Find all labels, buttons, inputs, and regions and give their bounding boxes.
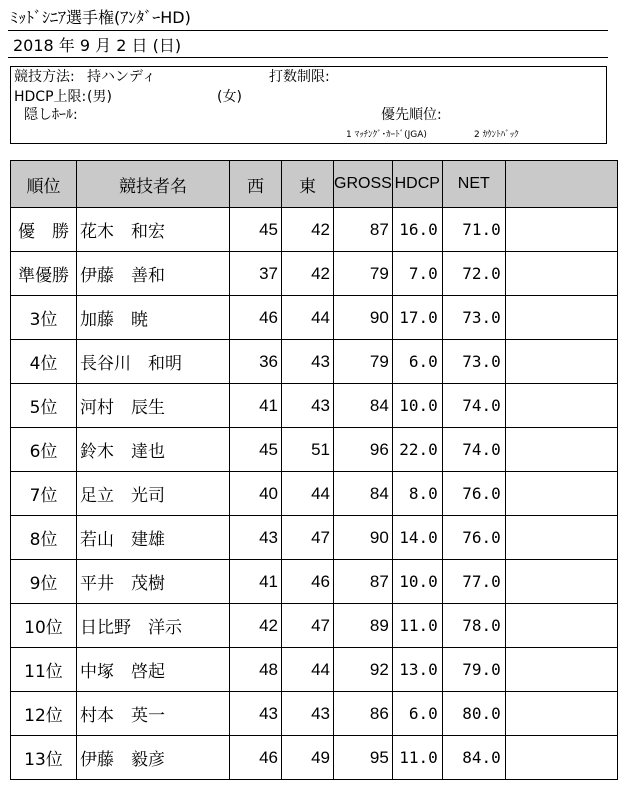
hdcp-men-label: (男) (87, 89, 112, 105)
east-score-cell: 47 (282, 604, 334, 648)
west-score-cell: 41 (230, 384, 282, 428)
header-blank (505, 161, 617, 208)
gross-cell: 86 (334, 692, 393, 736)
net-cell: 78.0 (442, 604, 505, 648)
blank-cell (505, 604, 617, 648)
rank-cell: 13位 (11, 736, 77, 780)
net-cell: 76.0 (442, 472, 505, 516)
player-name-cell: 花木 和宏 (77, 208, 230, 252)
blank-cell (505, 560, 617, 604)
net-cell: 72.0 (442, 252, 505, 296)
player-name-cell: 鈴木 達也 (77, 428, 230, 472)
rank-cell: 11位 (11, 648, 77, 692)
rank-cell: 8位 (11, 516, 77, 560)
gross-cell: 92 (334, 648, 393, 692)
gross-cell: 84 (334, 384, 393, 428)
header-name: 競技者名 (77, 161, 230, 208)
hdcp-cell: 11.0 (392, 604, 442, 648)
hdcp-cell: 6.0 (392, 340, 442, 384)
strokes-limit-label: 打数制限: (269, 69, 330, 85)
west-score-cell: 40 (230, 472, 282, 516)
west-score-cell: 45 (230, 208, 282, 252)
player-name-cell: 平井 茂樹 (77, 560, 230, 604)
blank-cell (505, 384, 617, 428)
rank-cell: 4位 (11, 340, 77, 384)
net-cell: 79.0 (442, 648, 505, 692)
header-west: 西 (230, 161, 282, 208)
hdcp-cell: 14.0 (392, 516, 442, 560)
player-name-cell: 長谷川 和明 (77, 340, 230, 384)
rank-cell: 準優勝 (11, 252, 77, 296)
page-title: ﾐｯﾄﾞｼﾆｱ選手権(ｱﾝﾀﾞｰHD) (10, 8, 191, 27)
event-date: 2018 年 9 月 2 日 (日) (13, 36, 182, 55)
priority-option-2: 2 ｶｳﾝﾄﾊﾞｯｸ (474, 130, 519, 140)
rank-cell: 3位 (11, 296, 77, 340)
blank-cell (505, 252, 617, 296)
blank-cell (505, 296, 617, 340)
net-cell: 73.0 (442, 340, 505, 384)
gross-cell: 87 (334, 560, 393, 604)
west-score-cell: 37 (230, 252, 282, 296)
table-row (11, 736, 618, 780)
header-hdcp: HDCP (392, 161, 442, 208)
table-row (11, 604, 618, 648)
player-name-cell: 伊藤 毅彦 (77, 736, 230, 780)
title-underline (8, 30, 608, 31)
gross-cell: 87 (334, 208, 393, 252)
east-score-cell: 42 (282, 252, 334, 296)
net-cell: 71.0 (442, 208, 505, 252)
player-name-cell: 足立 光司 (77, 472, 230, 516)
east-score-cell: 43 (282, 340, 334, 384)
hidden-hole-label: 隠しﾎｰﾙ: (24, 107, 78, 123)
hdcp-cell: 16.0 (392, 208, 442, 252)
west-score-cell: 48 (230, 648, 282, 692)
priority-option-1: 1 ﾏｯﾁﾝｸﾞ･ｶｰﾄﾞ(JGA) (346, 130, 427, 140)
blank-cell (505, 340, 617, 384)
east-score-cell: 51 (282, 428, 334, 472)
player-name-cell: 河村 辰生 (77, 384, 230, 428)
gross-cell: 90 (334, 516, 393, 560)
blank-cell (505, 472, 617, 516)
gross-cell: 79 (334, 340, 393, 384)
rank-cell: 12位 (11, 692, 77, 736)
rank-cell: 7位 (11, 472, 77, 516)
hdcp-limit-label: HDCP上限: (14, 89, 87, 105)
conditions-box (10, 66, 607, 144)
blank-cell (505, 208, 617, 252)
hdcp-cell: 22.0 (392, 428, 442, 472)
west-score-cell: 43 (230, 516, 282, 560)
east-score-cell: 42 (282, 208, 334, 252)
table-row (11, 472, 618, 516)
hdcp-cell: 10.0 (392, 560, 442, 604)
gross-cell: 84 (334, 472, 393, 516)
table-row (11, 560, 618, 604)
results-table (10, 160, 618, 780)
rank-cell: 6位 (11, 428, 77, 472)
header-net: NET (442, 161, 505, 208)
rank-cell: 9位 (11, 560, 77, 604)
gross-cell: 96 (334, 428, 393, 472)
east-score-cell: 47 (282, 516, 334, 560)
header-east: 東 (282, 161, 334, 208)
method-value: 持ハンディ (87, 69, 156, 85)
table-row (11, 252, 618, 296)
hdcp-cell: 17.0 (392, 296, 442, 340)
header-rank: 順位 (11, 161, 77, 208)
west-score-cell: 42 (230, 604, 282, 648)
method-label: 競技方法: (14, 69, 75, 85)
hdcp-cell: 8.0 (392, 472, 442, 516)
west-score-cell: 45 (230, 428, 282, 472)
net-cell: 73.0 (442, 296, 505, 340)
player-name-cell: 村本 英一 (77, 692, 230, 736)
hdcp-women-label: (女) (217, 89, 242, 105)
table-row (11, 428, 618, 472)
blank-cell (505, 692, 617, 736)
blank-cell (505, 648, 617, 692)
east-score-cell: 44 (282, 648, 334, 692)
net-cell: 77.0 (442, 560, 505, 604)
blank-cell (505, 736, 617, 780)
rank-cell: 優 勝 (11, 208, 77, 252)
rank-cell: 5位 (11, 384, 77, 428)
west-score-cell: 46 (230, 296, 282, 340)
table-row (11, 648, 618, 692)
table-row (11, 296, 618, 340)
blank-cell (505, 428, 617, 472)
east-score-cell: 44 (282, 296, 334, 340)
table-row (11, 340, 618, 384)
blank-cell (505, 516, 617, 560)
net-cell: 80.0 (442, 692, 505, 736)
east-score-cell: 43 (282, 384, 334, 428)
table-row (11, 208, 618, 252)
date-underline (8, 57, 608, 58)
east-score-cell: 46 (282, 560, 334, 604)
gross-cell: 89 (334, 604, 393, 648)
gross-cell: 95 (334, 736, 393, 780)
gross-cell: 79 (334, 252, 393, 296)
player-name-cell: 伊藤 善和 (77, 252, 230, 296)
table-row (11, 692, 618, 736)
player-name-cell: 中塚 啓起 (77, 648, 230, 692)
hdcp-cell: 13.0 (392, 648, 442, 692)
table-row (11, 516, 618, 560)
gross-cell: 90 (334, 296, 393, 340)
rank-cell: 10位 (11, 604, 77, 648)
player-name-cell: 加藤 暁 (77, 296, 230, 340)
table-header-row (11, 161, 618, 208)
hdcp-cell: 6.0 (392, 692, 442, 736)
player-name-cell: 日比野 洋示 (77, 604, 230, 648)
west-score-cell: 36 (230, 340, 282, 384)
east-score-cell: 49 (282, 736, 334, 780)
hdcp-cell: 10.0 (392, 384, 442, 428)
player-name-cell: 若山 建雄 (77, 516, 230, 560)
west-score-cell: 43 (230, 692, 282, 736)
west-score-cell: 46 (230, 736, 282, 780)
hdcp-cell: 11.0 (392, 736, 442, 780)
header-gross: GROSS (334, 161, 393, 208)
table-row (11, 384, 618, 428)
east-score-cell: 43 (282, 692, 334, 736)
net-cell: 74.0 (442, 428, 505, 472)
priority-label: 優先順位: (381, 107, 442, 123)
net-cell: 74.0 (442, 384, 505, 428)
east-score-cell: 44 (282, 472, 334, 516)
net-cell: 76.0 (442, 516, 505, 560)
west-score-cell: 41 (230, 560, 282, 604)
net-cell: 84.0 (442, 736, 505, 780)
hdcp-cell: 7.0 (392, 252, 442, 296)
